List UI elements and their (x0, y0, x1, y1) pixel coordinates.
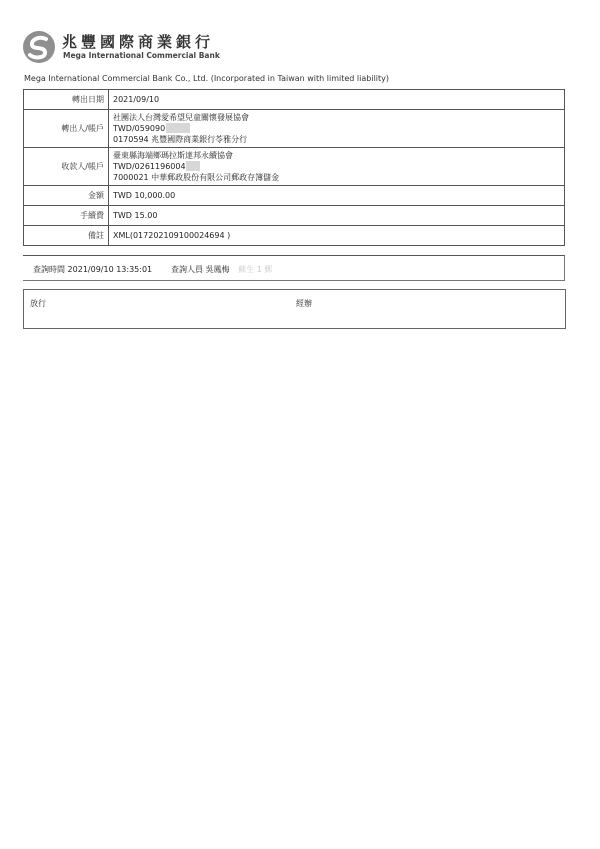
date-value: 2021/09/10 (109, 90, 565, 110)
payee-account: TWD/0261196004 (113, 162, 186, 171)
mega-bank-logo-icon (22, 30, 56, 64)
table-row-payee (24, 148, 565, 186)
payer-branch: 0170594 兆豐國際商業銀行苓雅分行 (113, 135, 248, 144)
payer-account: TWD/059090 (113, 124, 166, 133)
payee-account-line (113, 161, 560, 172)
release-label: 放行 (30, 299, 46, 308)
fee-value: TWD 15.00 (109, 206, 565, 226)
query-user-value: 吳鳳梅 (205, 265, 230, 274)
payee-label: 收款人/帳戶 (24, 148, 109, 186)
amount-label: 金額 (24, 186, 109, 206)
transfer-details-table (23, 89, 565, 246)
table-row-fee (24, 206, 565, 226)
bank-name-chinese: 兆豐國際商業銀行 (62, 33, 215, 51)
date-label: 轉出日期 (24, 90, 109, 110)
handler-label: 經辦 (296, 299, 312, 308)
payer-name: 社團法人台灣愛希望兒童關懷發展協會 (113, 113, 249, 122)
query-user-faded-text: 蘇生 1 郵 (238, 265, 273, 274)
note-label: 備註 (24, 226, 109, 246)
query-info-box (23, 255, 565, 281)
query-time (33, 264, 152, 275)
query-user (171, 264, 272, 275)
payer-details (109, 110, 565, 148)
payer-label: 轉出人/帳戶 (24, 110, 109, 148)
bank-logo (22, 30, 252, 66)
company-line: Mega International Commercial Bank Co., Ltd. (Incorporated in Taiwan with limited liability) (24, 74, 390, 83)
table-row-payer (24, 110, 565, 148)
signoff-box (23, 289, 566, 329)
payee-bank: 7000021 中華郵政股份有限公司郵政存簿儲金 (113, 173, 280, 182)
redacted-block (166, 123, 190, 133)
table-row-note (24, 226, 565, 246)
payer-account-line (113, 123, 560, 134)
redacted-block (186, 161, 200, 171)
payee-details (109, 148, 565, 186)
note-value: XML(017202109100024694 ) (109, 226, 565, 246)
table-row-amount (24, 186, 565, 206)
query-time-value: 2021/09/10 13:35:01 (67, 265, 153, 274)
bank-name-english: Mega International Commercial Bank (63, 51, 220, 60)
fee-label: 手續費 (24, 206, 109, 226)
amount-value: TWD 10,000.00 (109, 186, 565, 206)
query-time-label: 查詢時間 (33, 265, 65, 274)
query-user-label: 查詢人員 (171, 265, 203, 274)
table-row-date (24, 90, 565, 110)
payee-name: 臺東縣海端鄉瑪拉斯達邦永續協會 (113, 151, 233, 160)
